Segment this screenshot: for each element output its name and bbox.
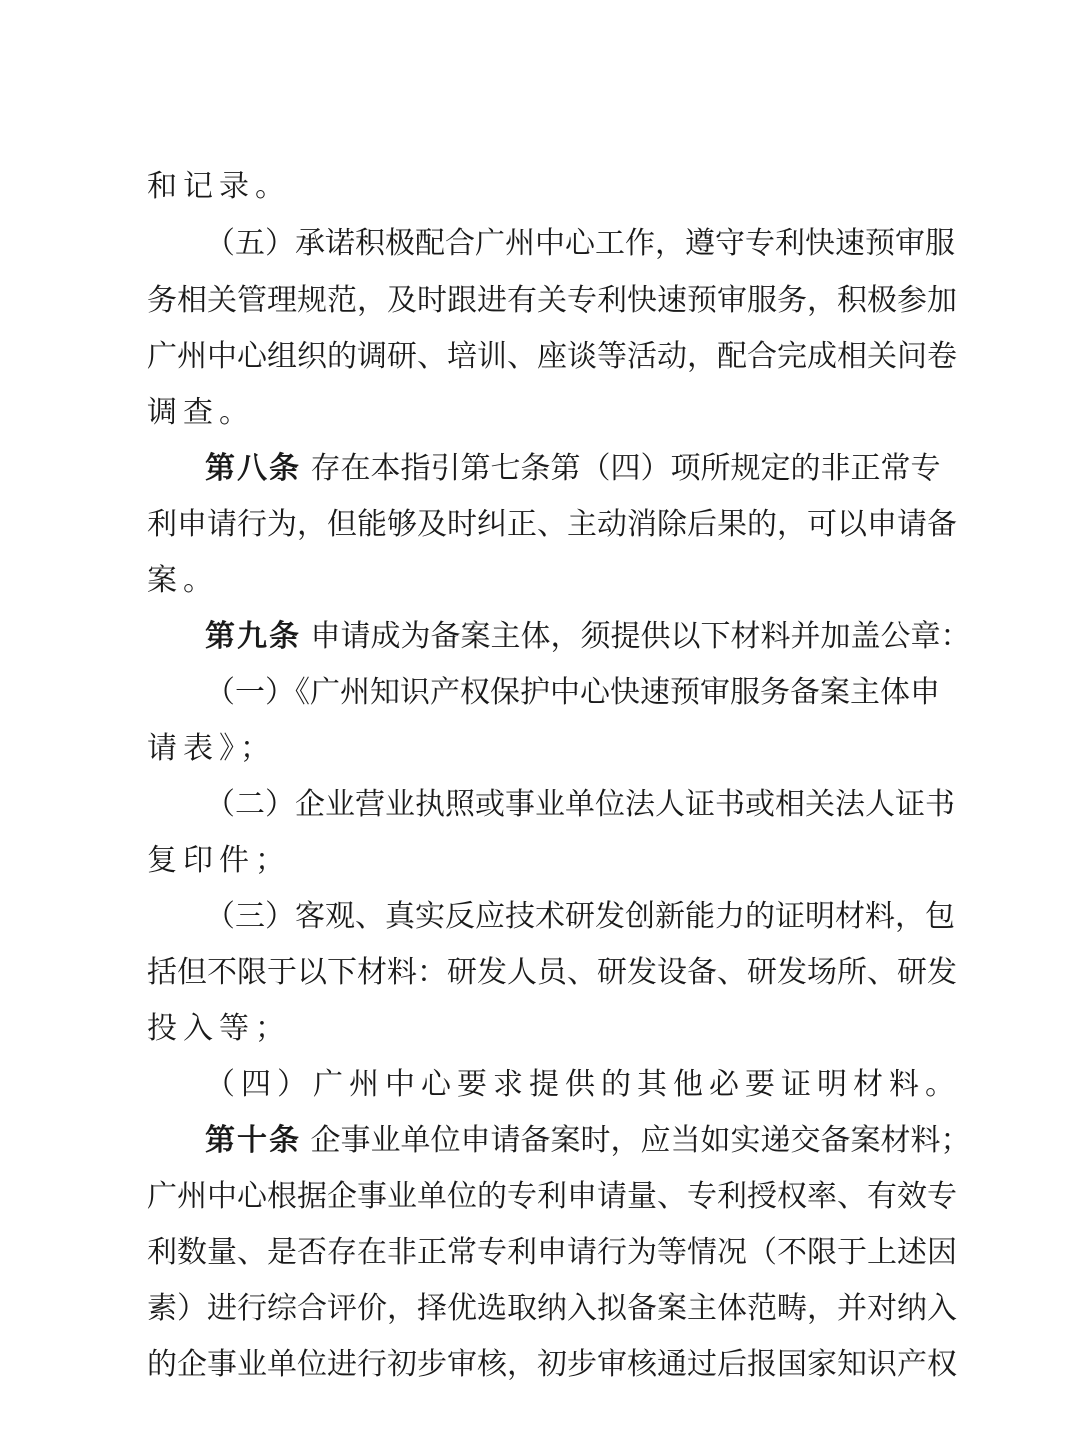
text-line — [147, 841, 937, 881]
line-text: 务相关管理规范，及时跟进有关专利快速预审服务，积极参加 — [147, 283, 957, 318]
text-line — [205, 1065, 961, 1105]
line-text: 复印件； — [147, 843, 291, 878]
line-text: 括但不限于以下材料：研发人员、研发设备、研发场所、研发 — [147, 955, 957, 990]
text-line — [147, 1233, 957, 1273]
line-text: 存在本指引第七条第（四）项所规定的非正常专 — [310, 451, 941, 486]
text-line — [147, 505, 957, 545]
text-line — [205, 224, 955, 264]
text-line — [147, 281, 957, 321]
line-text: （一）《广州知识产权保护中心快速预审服务备案主体申 — [205, 675, 940, 710]
line-text: 利申请行为，但能够及时纠正、主动消除后果的，可以申请备 — [147, 507, 957, 542]
line-text: 申请成为备案主体，须提供以下材料并加盖公章： — [310, 619, 971, 654]
line-text: 利数量、是否存在非正常专利申请行为等情况（不限于上述因 — [147, 1235, 957, 1270]
line-text: 广州中心组织的调研、培训、座谈等活动，配合完成相关问卷 — [147, 339, 957, 374]
text-line — [205, 897, 955, 937]
article-heading: 第八条 — [205, 451, 301, 486]
line-text: 素）进行综合评价，择优选取纳入拟备案主体范畴，并对纳入 — [147, 1291, 957, 1326]
text-line — [147, 729, 937, 769]
text-line — [147, 393, 937, 433]
article-heading: 第九条 — [205, 619, 301, 654]
line-text: 案。 — [147, 563, 219, 598]
line-text: （五）承诺积极配合广州中心工作，遵守专利快速预审服 — [205, 226, 955, 261]
text-line — [147, 1009, 937, 1049]
text-line — [147, 1177, 957, 1217]
line-text: 调查。 — [147, 395, 255, 430]
text-line — [147, 953, 957, 993]
line-text: （四）广州中心要求提供的其他必要证明材料。 — [205, 1067, 961, 1102]
line-text: 投入等； — [147, 1011, 291, 1046]
text-line — [205, 785, 955, 825]
text-line — [205, 1121, 971, 1161]
line-text: 请表》； — [147, 731, 276, 766]
text-line — [147, 1345, 957, 1385]
line-text: 的企事业单位进行初步审核，初步审核通过后报国家知识产权 — [147, 1347, 957, 1382]
text-line — [205, 617, 971, 657]
text-line — [205, 673, 940, 713]
line-text: 企事业单位申请备案时，应当如实递交备案材料； — [310, 1123, 971, 1158]
text-line — [147, 167, 937, 207]
text-line — [147, 1289, 957, 1329]
text-line — [147, 561, 937, 601]
line-text: （二）企业营业执照或事业单位法人证书或相关法人证书 — [205, 787, 955, 822]
text-line — [205, 449, 941, 489]
line-text: （三）客观、真实反应技术研发创新能力的证明材料，包 — [205, 899, 955, 934]
line-text: 广州中心根据企事业单位的专利申请量、专利授权率、有效专 — [147, 1179, 957, 1214]
text-line — [147, 337, 957, 377]
article-heading: 第十条 — [205, 1123, 301, 1158]
line-text: 和记录。 — [147, 169, 291, 204]
